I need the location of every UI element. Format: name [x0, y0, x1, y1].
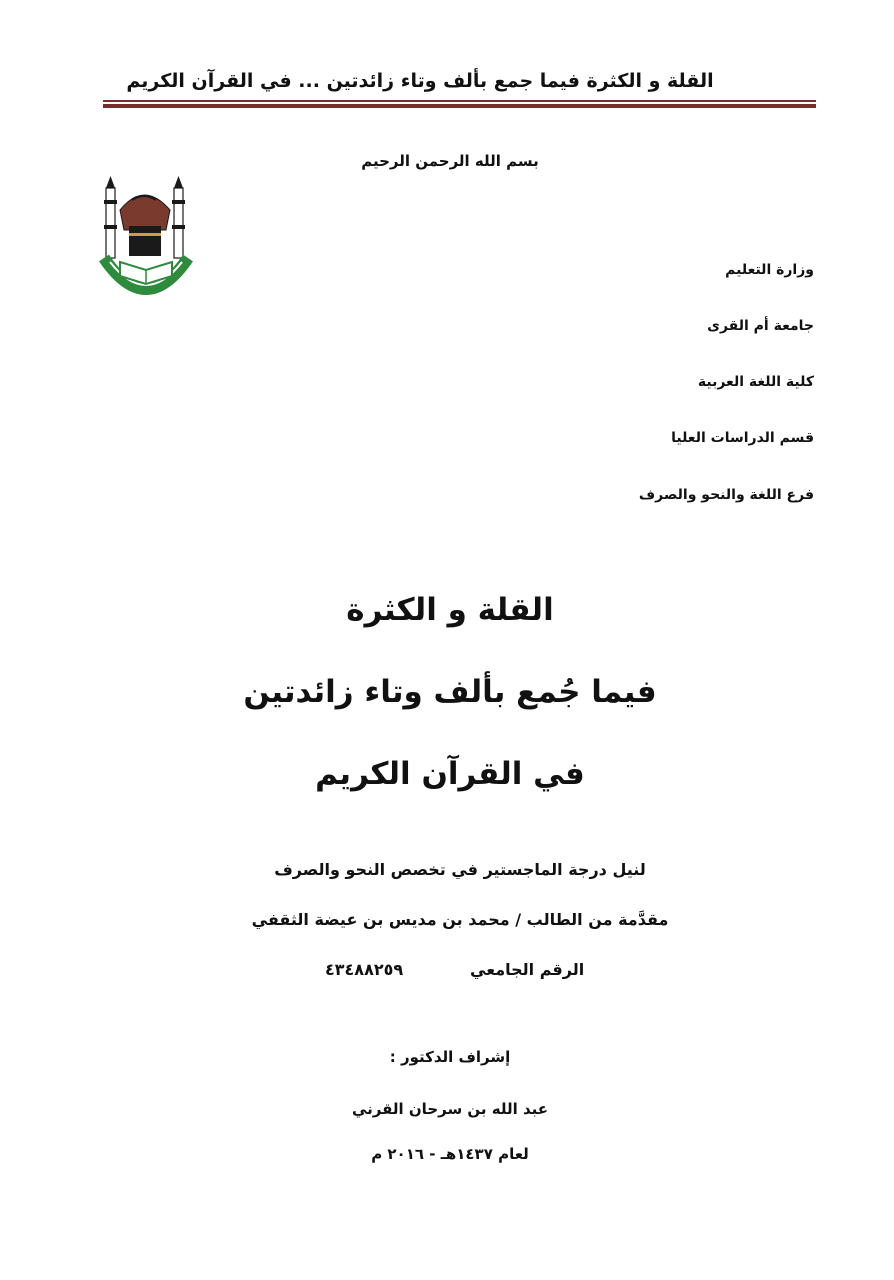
academic-year: لعام ١٤٣٧هـ - ٢٠١٦ م — [371, 1145, 529, 1163]
supervisor-label: إشراف الدكتور : — [389, 1048, 511, 1066]
student-id-value: ٤٣٤٨٨٢٥٩ — [325, 960, 404, 979]
thesis-title-line-1: القلة و الكثرة — [346, 592, 554, 628]
header-rule-thick — [103, 104, 816, 108]
university-name: جامعة أم القرى — [707, 318, 814, 334]
thesis-title-line-3: في القرآن الكريم — [315, 756, 585, 792]
basmala: بسم الله الرحمن الرحيم — [361, 152, 539, 170]
college-name: كلية اللغة العربية — [697, 374, 814, 390]
thesis-title-line-2: فيما جُمع بألف وتاء زائدتين — [243, 674, 657, 710]
student-name: مقدَّمة من الطالب / محمد بن مديس بن عيضة الثقفي — [251, 910, 669, 929]
ministry-name: وزارة التعليم — [725, 262, 814, 278]
supervisor-name: عبد الله بن سرحان القرني — [351, 1100, 549, 1118]
student-id-label: الرقم الجامعي — [470, 960, 585, 979]
header-rule-thin — [103, 100, 816, 102]
running-header-title: القلة و الكثرة فيما جمع بألف وتاء زائدتين ... في القرآن الكريم — [126, 70, 714, 92]
degree-purpose: لنيل درجة الماجستير في تخصص النحو والصرف — [274, 860, 646, 879]
branch-name: فرع اللغة والنحو والصرف — [638, 487, 814, 503]
university-logo — [96, 170, 196, 320]
department-name: قسم الدراسات العليا — [671, 430, 814, 446]
